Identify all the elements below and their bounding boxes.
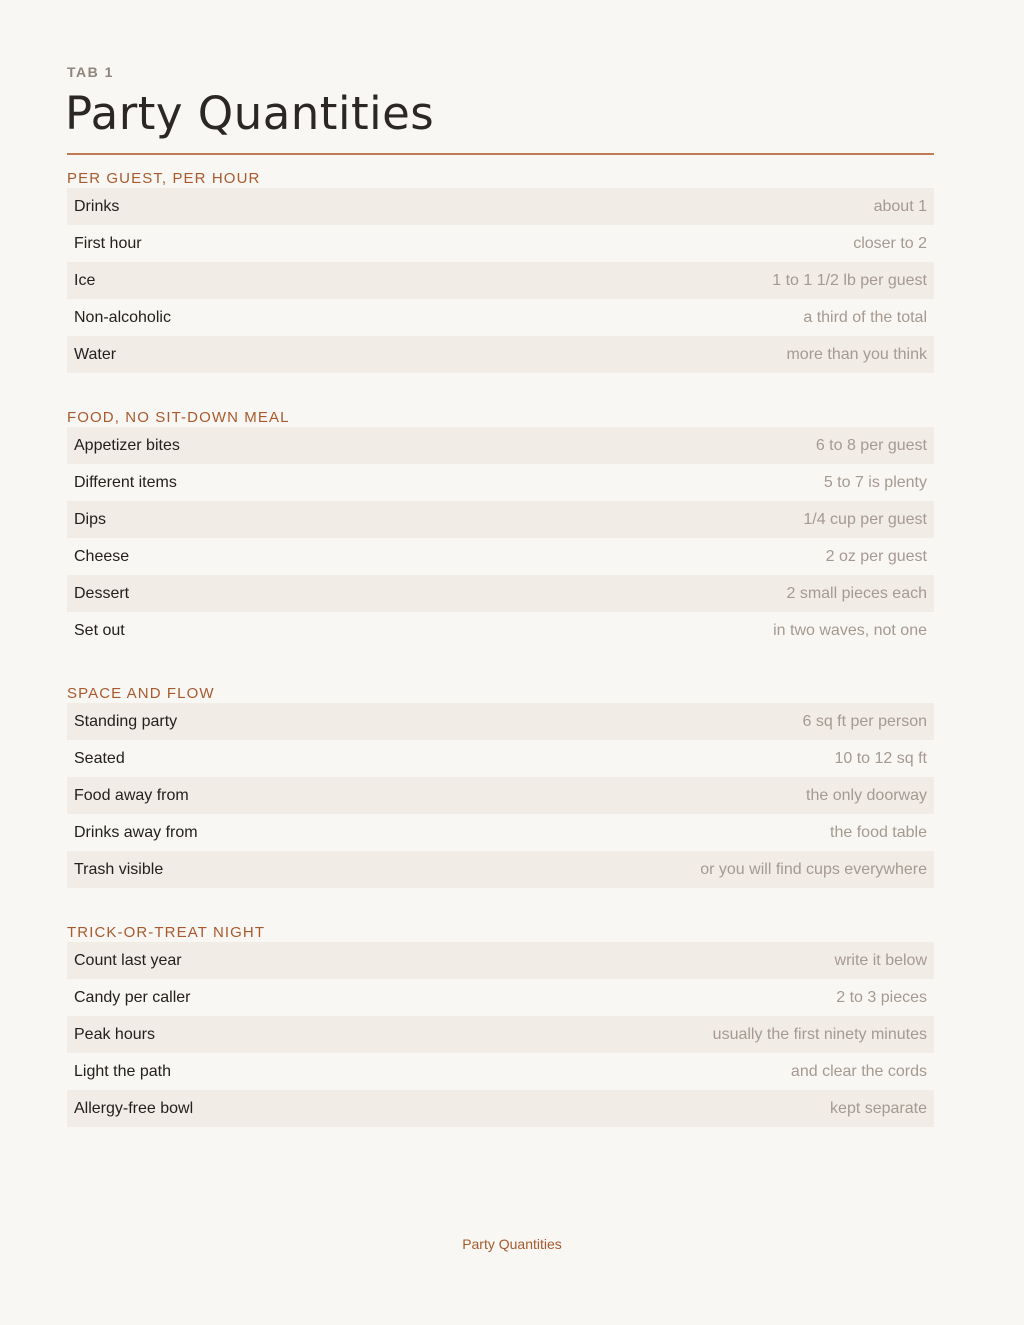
- item-label: Drinks away from: [74, 823, 198, 841]
- quantity-list: [67, 703, 934, 888]
- item-label: Dips: [74, 510, 107, 528]
- title-divider: [67, 153, 934, 155]
- item-value: kept separate: [830, 1099, 927, 1117]
- item-value: more than you think: [786, 345, 927, 363]
- item-value: 6 sq ft per person: [802, 712, 927, 730]
- item-label: Appetizer bites: [74, 436, 180, 454]
- item-label: Trash visible: [74, 860, 164, 878]
- item-label: Standing party: [74, 712, 178, 730]
- list-item: [67, 262, 934, 299]
- item-label: Set out: [74, 621, 125, 639]
- list-item: [67, 188, 934, 225]
- section-heading: TRICK-OR-TREAT NIGHT: [67, 924, 266, 941]
- list-item: [67, 1053, 934, 1090]
- section-per-guest-per-hour: [67, 170, 934, 373]
- item-value: 5 to 7 is plenty: [823, 473, 927, 491]
- item-value: 2 to 3 pieces: [836, 988, 927, 1006]
- list-item: [67, 814, 934, 851]
- item-label: Cheese: [74, 547, 130, 565]
- item-value: 10 to 12 sq ft: [834, 749, 927, 767]
- list-item: [67, 336, 934, 373]
- item-value: the food table: [830, 823, 927, 841]
- item-label: Allergy-free bowl: [74, 1099, 194, 1117]
- list-item: [67, 612, 934, 649]
- item-label: Count last year: [74, 951, 182, 969]
- item-label: Seated: [74, 749, 125, 767]
- section-heading: FOOD, NO SIT-DOWN MEAL: [67, 409, 290, 426]
- item-label: Candy per caller: [74, 988, 191, 1006]
- item-value: 2 small pieces each: [786, 584, 927, 602]
- list-item: [67, 575, 934, 612]
- item-value: a third of the total: [803, 308, 927, 326]
- item-value: and clear the cords: [790, 1062, 927, 1080]
- page-title: Party Quantities: [65, 87, 435, 140]
- list-item: [67, 942, 934, 979]
- quantity-list: [67, 188, 934, 373]
- item-value: 1 to 1 1/2 lb per guest: [772, 271, 927, 289]
- item-value: closer to 2: [853, 234, 927, 252]
- list-item: [67, 225, 934, 262]
- quantity-list: [67, 427, 934, 649]
- item-label: Peak hours: [74, 1025, 155, 1043]
- item-label: Different items: [74, 473, 177, 491]
- item-label: Food away from: [74, 786, 189, 804]
- list-item: [67, 1016, 934, 1053]
- item-value: the only doorway: [806, 786, 927, 804]
- item-label: Ice: [74, 271, 96, 289]
- list-item: [67, 777, 934, 814]
- item-value: about 1: [873, 197, 927, 215]
- item-value: 6 to 8 per guest: [815, 436, 927, 454]
- section-food: [67, 409, 934, 649]
- item-value: in two waves, not one: [773, 621, 927, 639]
- section-space-and-flow: [67, 685, 934, 888]
- section-trick-or-treat: [67, 924, 934, 1127]
- item-label: Water: [74, 345, 117, 363]
- list-item: [67, 703, 934, 740]
- section-heading: SPACE AND FLOW: [67, 685, 215, 702]
- item-value: 2 oz per guest: [825, 547, 927, 565]
- item-label: Light the path: [74, 1062, 171, 1080]
- list-item: [67, 1090, 934, 1127]
- list-item: [67, 464, 934, 501]
- list-item: [67, 538, 934, 575]
- quantity-list: [67, 942, 934, 1127]
- list-item: [67, 427, 934, 464]
- list-item: [67, 740, 934, 777]
- item-value: 1/4 cup per guest: [803, 510, 927, 528]
- section-heading: PER GUEST, PER HOUR: [67, 170, 261, 187]
- item-value: usually the first ninety minutes: [712, 1025, 927, 1043]
- list-item: [67, 979, 934, 1016]
- item-label: Non-alcoholic: [74, 308, 171, 326]
- item-label: Dessert: [74, 584, 130, 602]
- page-footer: Party Quantities: [462, 1236, 562, 1252]
- item-value: write it below: [834, 951, 927, 969]
- tab-label: TAB 1: [67, 64, 114, 80]
- item-label: Drinks: [74, 197, 120, 215]
- list-item: [67, 501, 934, 538]
- item-value: or you will find cups everywhere: [700, 860, 927, 878]
- list-item: [67, 299, 934, 336]
- item-label: First hour: [74, 234, 142, 252]
- list-item: [67, 851, 934, 888]
